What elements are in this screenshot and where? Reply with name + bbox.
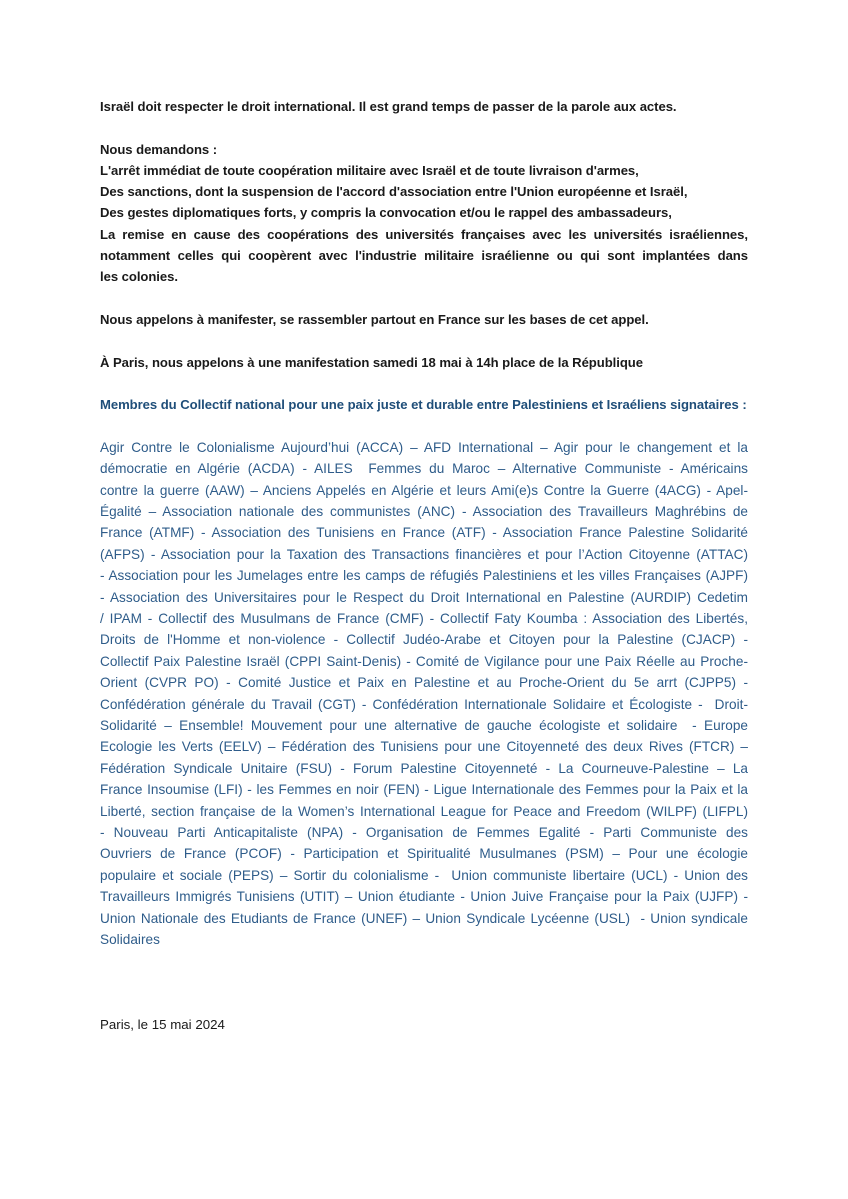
signatory-line: Solidarité – Ensemble! Mouvement pour une alternative de gauche écologiste et solidaire - Europe [100,718,748,734]
demand-line-4a: La remise en cause des coopérations des universités françaises avec les universités israéliennes, [100,226,748,242]
demand-line-3: Des gestes diplomatiques forts, y compris la convocation et/ou le rappel des ambassadeurs, [100,205,672,221]
spacer [100,330,748,351]
signatory-line: France (ATMF) - Association des Tunisiens en France (ATF) - Association France Palestine Solidarité [100,525,748,541]
demand-line-4b: notamment celles qui coopèrent avec l'industrie militaire israélienne ou qui sont implantées dans [100,248,748,264]
signatories-list [100,437,748,951]
demands-block [100,139,748,288]
signatory-line: Travailleurs Immigrés Tunisiens (UTIT) – Union étudiante - Union Juive Française pour la Paix (UJFP) - [100,889,748,905]
signatory-line: contre la guerre (AAW) – Anciens Appelés en Algérie et leurs Ami(e)s Contre la Guerre (4ACG) - Apel- [100,482,748,498]
signatories-heading-line-2: signataires : [670,397,747,413]
signatory-line: Solidaires [100,932,160,948]
paris-demonstration-line: À Paris, nous appelons à une manifestation samedi 18 mai à 14h place de la République [100,354,643,370]
paris-demonstration-paragraph [100,352,748,373]
signatory-line: - Nouveau Parti Anticapitaliste (NPA) - Organisation de Femmes Egalité - Parti Communiste des [100,825,748,841]
signatories-heading-line-1: Membres du Collectif national pour une paix juste et durable entre Palestiniens et Israéliens [100,397,667,413]
demand-line-2: Des sanctions, dont la suspension de l'accord d'association entre l'Union européenne et Israël, [100,184,688,200]
signatory-line: populaire et sociale (PEPS) – Sortir du colonialisme - Union communiste libertaire (UCL) - Union des [100,867,748,883]
spacer [100,288,748,309]
signatory-line: Droits de l'Homme et non-violence - Collectif Judéo-Arabe et Citoyen pour la Palestine (CJACP) - [100,632,748,648]
signatory-line: Égalité – Association nationale des communistes (ANC) - Association des Travailleurs Maghrébins de [100,503,748,519]
spacer [100,373,748,394]
opening-statement-paragraph [100,96,748,117]
spacer [100,951,748,972]
signatory-line: - Association pour les Jumelages entre les camps de réfugiés Palestiniens et les villes Françaises (AJPF) [100,568,748,584]
spacer [100,993,748,1014]
signatory-line: Fédération Syndicale Unitaire (FSU) - Forum Palestine Citoyenneté - La Courneuve-Palestine – La [100,760,748,776]
demand-line-1: L'arrêt immédiat de toute coopération militaire avec Israël et de toute livraison d'armes, [100,162,639,178]
signatory-line: Ouvriers de France (PCOF) - Participation et Spiritualité Musulmanes (PSM) – Pour une écologie [100,846,748,862]
call-to-action-line: Nous appelons à manifester, se rassembler partout en France sur les bases de cet appel. [100,311,649,327]
signatory-line: / IPAM - Collectif des Musulmans de France (CMF) - Collectif Faty Koumba : Association des Libertés, [100,611,748,626]
document-content [100,96,748,1036]
spacer [100,117,748,138]
signatory-line: Confédération générale du Travail (CGT) - Confédération Internationale Solidaire et Écologiste - Droit- [100,696,748,712]
signatory-line: (AFPS) - Association pour la Taxation des Transactions financières et pour l’Action Citoyenne (ATTAC) [100,546,748,562]
signatory-line: Union Nationale des Etudiants de France (UNEF) – Union Syndicale Lycéenne (USL) - Union syndicale [100,910,748,926]
signatory-line: Orient (CVPR PO) - Comité Justice et Paix en Palestine et au Proche-Orient du 5e arrt (CJPP5) - [100,675,748,691]
opening-statement-line: Israël doit respecter le droit international. Il est grand temps de passer de la parole aux actes. [100,99,677,114]
signatories-heading [100,394,748,415]
signatory-line: France Insoumise (LFI) - les Femmes en noir (FEN) - Ligue Internationale des Femmes pour la Paix et la [100,782,748,798]
signatory-line: Ecologie les Verts (EELV) – Fédération des Tunisiens pour une Citoyenneté des deux Rives (FTCR) – [100,739,748,755]
demand-line-4c: les colonies. [100,269,178,285]
spacer [100,972,748,993]
signatory-line: Liberté, section française de la Women’s International League for Peace and Freedom (WILPF) (LIFPL) [100,803,748,819]
signatory-line: Agir Contre le Colonialisme Aujourd’hui (ACCA) – AFD International – Agir pour le changement et la [100,439,748,455]
call-to-action-paragraph [100,309,748,330]
signatory-line: démocratie en Algérie (ACDA) - AILES Femmes du Maroc – Alternative Communiste - Américains [100,461,748,477]
spacer [100,415,748,436]
document-date: Paris, le 15 mai 2024 [100,1017,225,1033]
demands-intro-line: Nous demandons : [100,141,218,157]
signatory-line: Collectif Paix Palestine Israël (CPPI Saint-Denis) - Comité de Vigilance pour une Paix Réelle au Proche- [100,653,748,669]
signatory-line: - Association des Universitaires pour le Respect du Droit International en Palestine (AURDIP) Cedetim [100,589,748,605]
